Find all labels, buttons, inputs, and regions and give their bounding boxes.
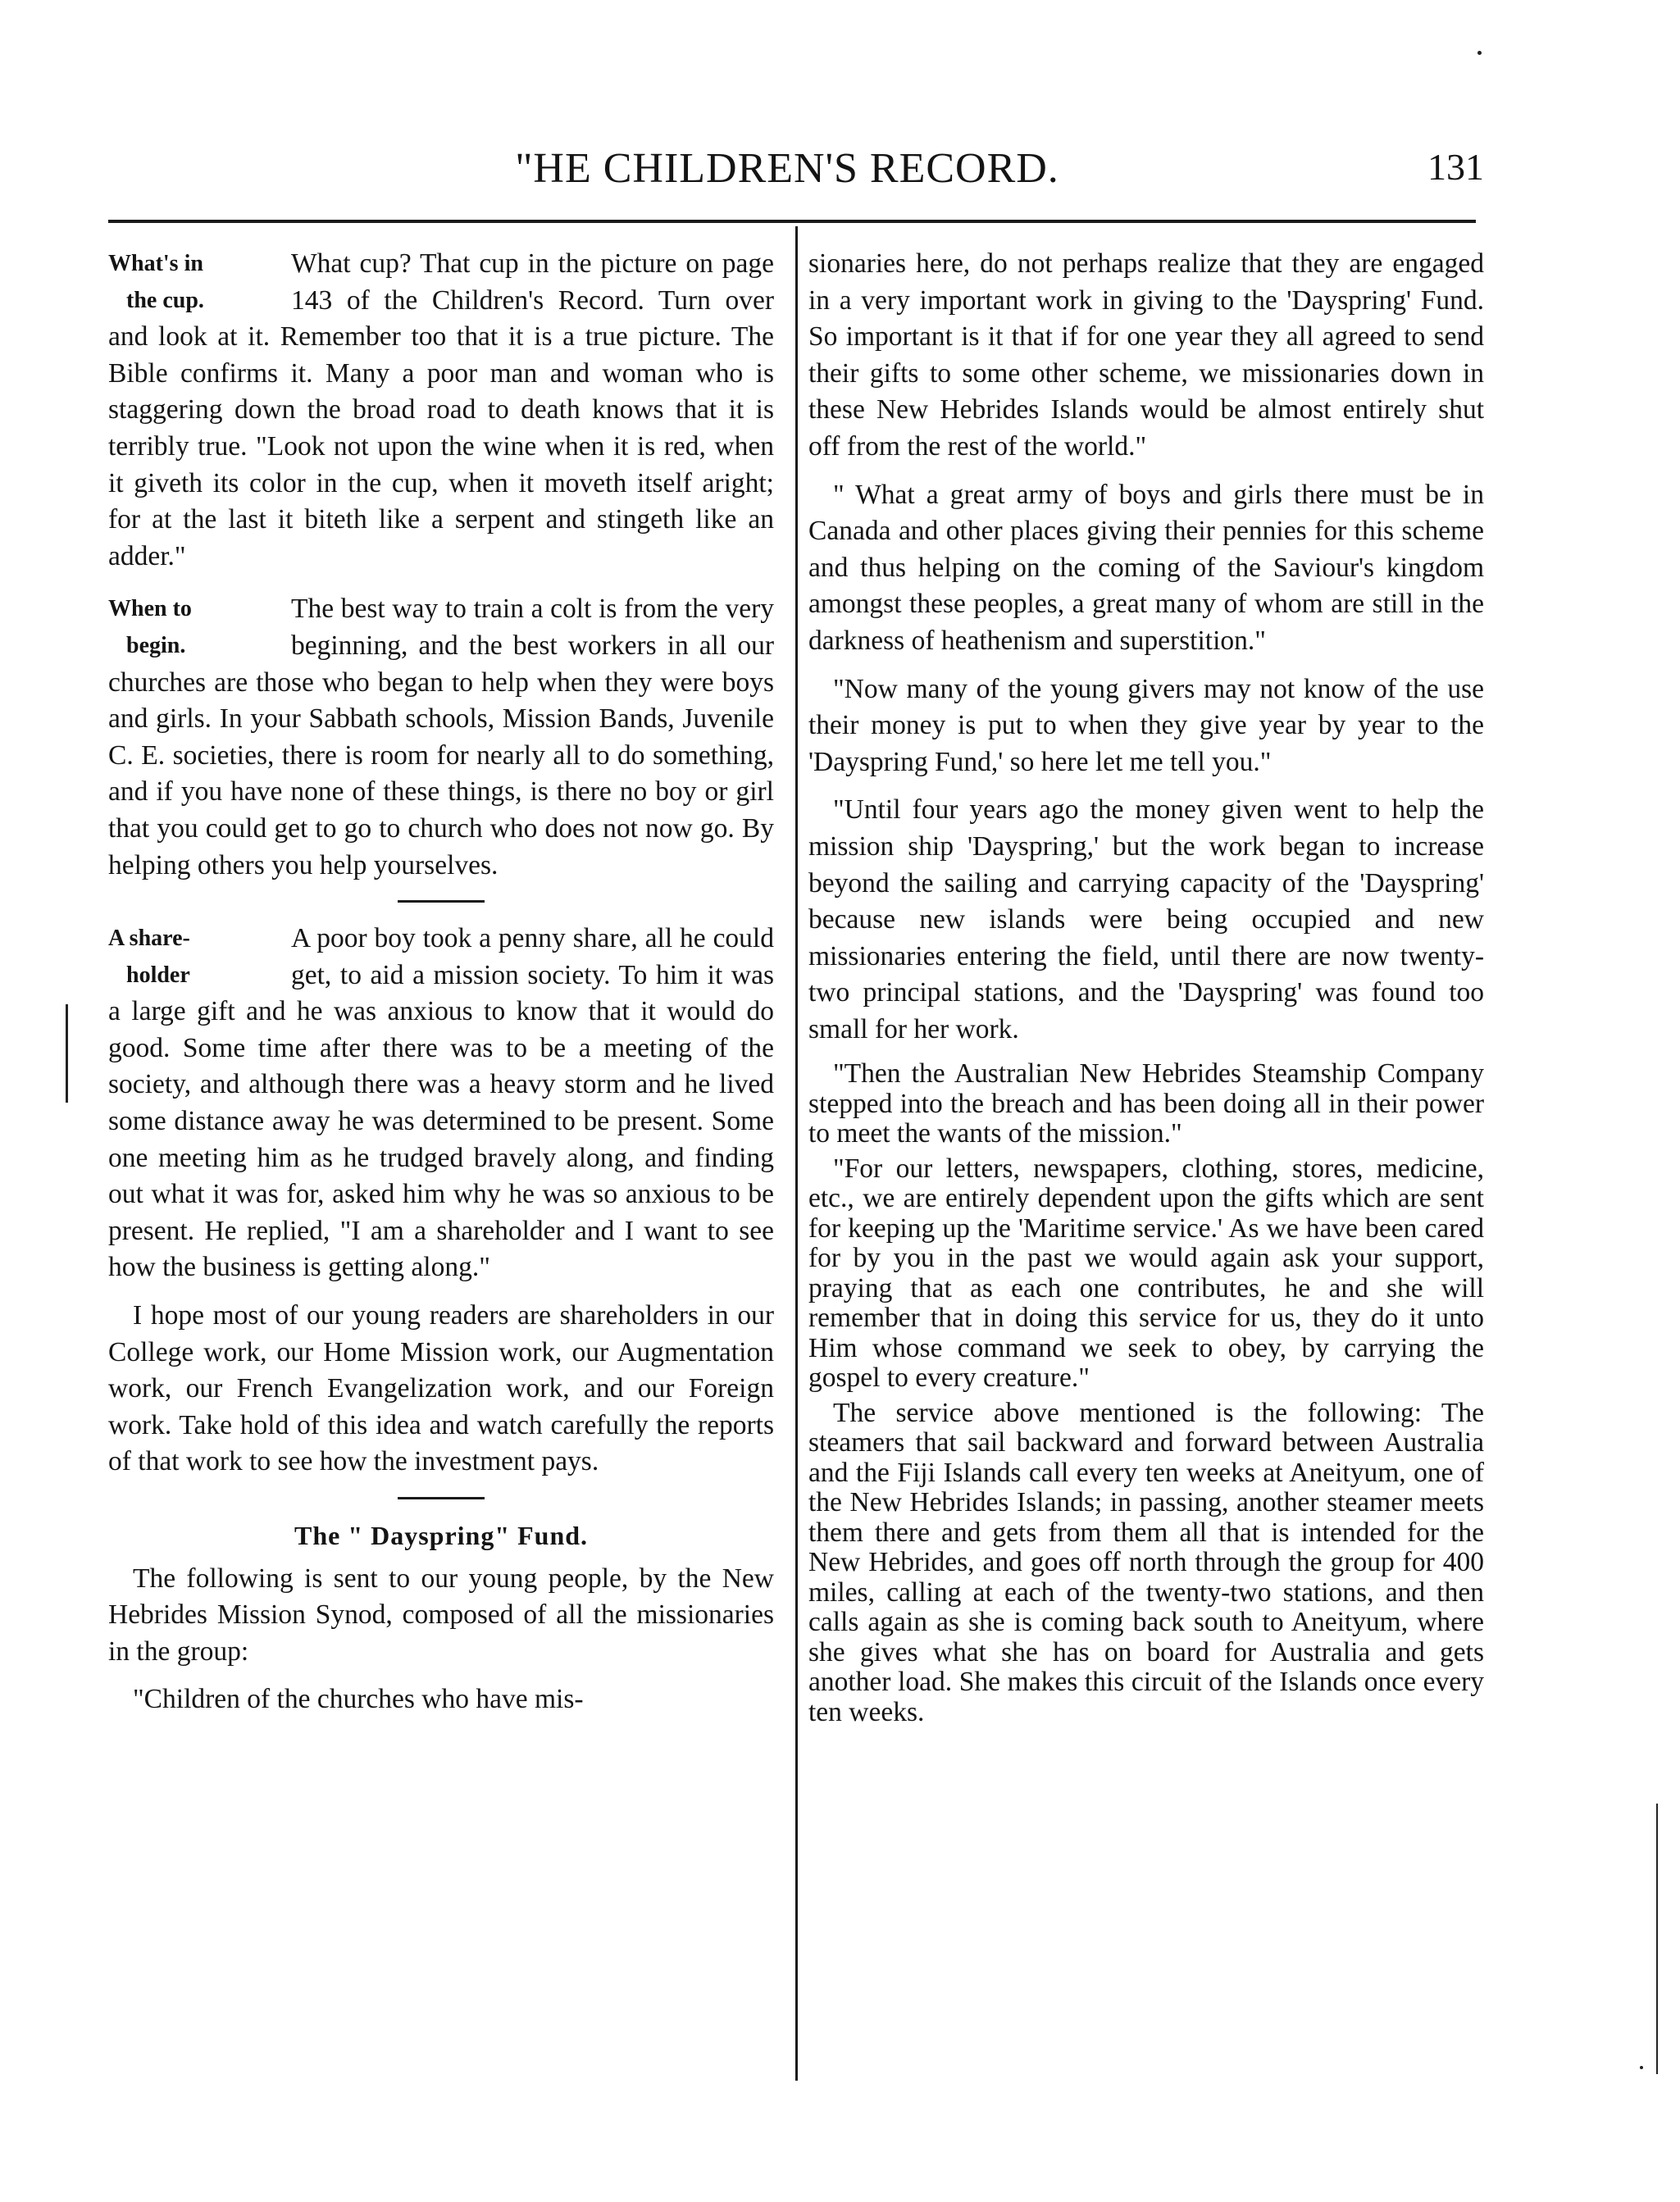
article-paragraph: "For our letters, newspapers, clothing, stores, medicine, etc., we are entirely dependent upon the gifts which are sent for keeping up the 'Maritime service.' As we have been cared for by you in the past we would again ask your support, praying that as each one contributes, he and she will remember that in doing this service for us, they do it unto Him whose command we seek to obey, by carrying the gospel to every creature." (808, 1153, 1484, 1394)
side-heading (108, 591, 285, 660)
scan-mark (1640, 2066, 1643, 2069)
section-separator (398, 900, 485, 903)
side-heading (108, 921, 285, 990)
article-paragraph: "Now many of the young givers may not know of the use their money is put to when they give year by year to the 'Dayspring Fund,' so here let me tell you." (808, 673, 1484, 777)
article-a-shareholder (108, 921, 774, 1286)
article-paragraph: The following is sent to our young people, by the New Hebrides Mission Synod, composed of all the missionaries in the group: (108, 1563, 774, 1667)
article-paragraph: I hope most of our young readers are shareholders in our College work, our Home Mission work, our Augmentation work, our French Evangelization work, and our Foreign work. Take hold of this idea and watch carefully the reports of that work to see how the investment pays. (108, 1300, 774, 1477)
side-heading-line: the cup. (126, 287, 204, 313)
article-body: A poor boy took a penny share, all he could get, to aid a mission society. To him it was a large gift and he was anxious to know that it would do good. Some time after there was to be a meeting of the society, and although there was a heavy storm and he lived some distance away he was determined to be present. Some one meeting him as he trudged bravely along, and finding out what it was for, asked him why he was so anxious to be present. He replied, "I am a shareholder and I want to see how the business is getting along." (108, 923, 774, 1283)
article-body: What cup? That cup in the picture on page 143 of the Children's Record. Turn over and look at it. Remember too that it is a true picture. The Bible confirms it. Many a poor man and woman who is staggering down the broad road to death knows that it is terribly true. "Look not upon the wine when it is red, when it giveth its color in the cup, when it moveth itself aright; for at the last it biteth like a serpent and stingeth like an adder." (108, 248, 774, 571)
scan-mark (1656, 1804, 1658, 2074)
scan-mark (66, 1004, 68, 1103)
article-paragraph: The service above mentioned is the following: The steamers that sail backward and forward between Australia and the Fiji Islands call every ten weeks at Aneityum, one of the New Hebrides Islands; in passing, another steamer meets them there and gets from them all that is intended for the New Hebrides, and goes off north through the group for 400 miles, calling at each of the twenty-two stations, and then calls again as she is coming back south to Aneityum, where she gives what she has on board for Australia and gets another load. She makes this circuit of the Islands once every ten weeks. (808, 1397, 1484, 1727)
side-heading-line: A share- (108, 926, 190, 952)
side-heading (108, 246, 285, 315)
article-paragraph: "Until four years ago the money given went to help the mission ship 'Dayspring,' but the work began to increase beyond the sailing and carrying capacity of the 'Dayspring' because new islands were being occupied and new missionaries entering the field, until there are now twenty-two principal stations, and the 'Dayspring' was found too small for her work. (808, 794, 1484, 1044)
article-when-to-begin (108, 591, 774, 884)
page-title: "HE CHILDREN'S RECORD. (515, 145, 1059, 192)
column-divider (795, 226, 798, 2081)
article-paragraph: "Children of the churches who have mis- (133, 1684, 584, 1715)
scan-mark (1477, 51, 1482, 55)
article-paragraph: "Then the Australian New Hebrides Steamship Company stepped into the breach and has been doing all in their power to meet the wants of the mission." (808, 1058, 1484, 1149)
article-body: The best way to train a colt is from the very beginning, and the best workers in all our churches are those who began to help when they were boys and girls. In your Sabbath schools, Mission Bands, Juvenile C. E. societies, there is room for nearly all to do something, and if you have none of these things, is there no boy or girl that you could get to go to church who does not now go. By helping others you help yourselves. (108, 594, 774, 880)
section-separator (398, 1497, 485, 1499)
page-number: 131 (1427, 146, 1484, 188)
right-column (808, 246, 1484, 1732)
side-heading-line: holder (126, 962, 190, 988)
article-whats-in-the-cup (108, 246, 774, 575)
side-heading-line: begin. (126, 632, 186, 658)
left-column (108, 246, 774, 1730)
article-paragraph: " What a great army of boys and girls there must be in Canada and other places giving their pennies for this scheme and thus helping on the coming of the Saviour's kingdom amongst these peoples, a great many of whom are still in the darkness of heathenism and superstition." (808, 479, 1484, 656)
article-paragraph: sionaries here, do not perhaps realize that they are engaged in a very important work in giving to the 'Dayspring' Fund. So important is it that if for one year they all agreed to send their gifts to some other scheme, we missionaries down in these New Hebrides Islands would be almost entirely shut off from the rest of the world." (808, 248, 1484, 462)
side-heading-line: What's in (108, 251, 203, 276)
section-heading: The " Dayspring" Fund. (294, 1521, 589, 1550)
header-rule (108, 220, 1476, 223)
side-heading-line: When to (108, 596, 192, 622)
